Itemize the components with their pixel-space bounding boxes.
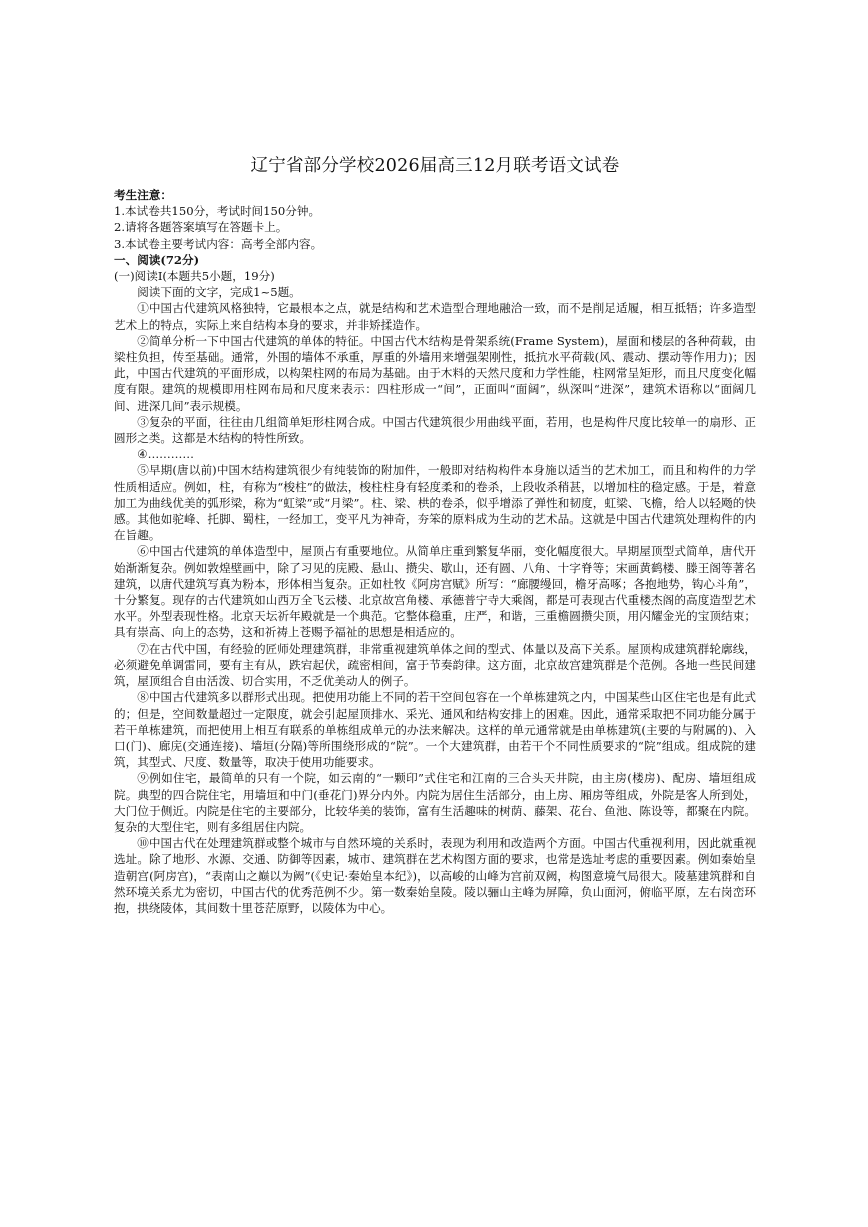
notice-item: 3.本试卷主要考试内容：高考全部内容。 <box>114 236 323 251</box>
notice-heading: 考生注意： <box>114 188 172 202</box>
paragraph-2: ②简单分析一下中国古代建筑的单体的特征。中国古代木结构是骨架系统(Frame System)，屋面和楼层的各种荷载，由梁柱负担，传至基础。通常，外围的墙体不承重，厚重的外墙用来增强架刚性，抵抗水平荷载(风、震动、摆动等作用力)；因此，中国古代建筑的平面形成，以构架柱网的布局为基础。由于木料的天然尺度和力学性能，柱网常呈矩形，而且尺度变化幅度有限。建筑的规模即用柱网布局和尺度来表示：四柱形成一“间”，正面叫“面阔”，纵深叫“进深”，建筑术语称以“面阔几间、进深几间”表示规模。 <box>114 333 756 413</box>
paragraph-7: ⑦在古代中国，有经验的匠师处理建筑群，非常重视建筑单体之间的型式、体量以及高下关系。屋顶构成建筑群轮廓线，必须避免单调雷同，要有主有从，跌宕起伏，疏密相间，富于节奏韵律。这方面，北京故宫建筑群是个范例。各地一些民间建筑，屋顶组合自由活泼、切合实用，不乏优美动人的例子。 <box>114 641 756 689</box>
paragraph-3: ③复杂的平面，往往由几组简单矩形柱网合成。中国古代建筑很少用曲线平面，若用，也是构件尺度比较单一的扇形、正圆形之类。这都是木结构的特性所致。 <box>114 414 756 446</box>
paragraph-1: ①中国古代建筑风格独特，它最根本之点，就是结构和艺术造型合理地融洽一致，而不是削足适履，相互抵牾；许多造型艺术上的特点，实际上来自结构本身的要求，并非矫揉造作。 <box>114 301 756 332</box>
paragraph-5: ⑤早期(唐以前)中国木结构建筑很少有纯装饰的附加件，一般即对结构构件本身施以适当的艺术加工，而且和构件的力学性质相适应。例如，柱，有称为“梭柱”的做法，梭柱柱身有轻度柔和的卷杀，上段收杀稍甚，以增加柱的稳定感。于是，着意加工为曲线优美的弧形梁，称为“虹梁”或“月梁”。柱、梁、栱的卷杀，似乎增添了弹性和韧度，虹梁、飞檐，给人以轻飏的快感。其他如驼峰、托脚、蜀柱，一经加工，变平凡为神奇，夯笨的原料成为生动的艺术品。这就是中国古代建筑处理构件的内在旨趣。 <box>114 463 756 543</box>
paragraph-4: ④………… <box>137 447 194 462</box>
subsection-heading: (一)阅读Ⅰ(本题共5小题，19分) <box>114 269 275 284</box>
notice-block <box>114 187 756 252</box>
notice-item: 2.请将各题答案填写在答题卡上。 <box>114 220 288 235</box>
paragraph-6: ⑥中国古代建筑的单体造型中，屋顶占有重要地位。从简单庄重到繁复华丽，变化幅度很大。早期屋顶型式简单，唐代开始渐渐复杂。例如敦煌壁画中，除了习见的庑殿、悬山、攒尖、歇山，还有圆、八角、十字脊等；宋画黄鹤楼、滕王阁等著名建筑，以唐代建筑写真为粉本，形体相当复杂。正如杜牧《阿房宫赋》所写：“廊腰缦回，檐牙高啄；各抱地势，钩心斗角”，十分繁复。现存的古代建筑如山西万全飞云楼、北京故宫角楼、承德普宁寺大乘阁，都是可表现古代重楼杰阁的高度造型艺术水平。外型表现性格。北京天坛祈年殿就是一个典范。它整体稳重，庄严，和谐，三重檐圆攒尖顶，用闪耀金光的宝顶结束；具有崇高、向上的态势，这和祈祷上苍赐予福祉的思想是相适应的。 <box>114 544 756 640</box>
paragraph-8: ⑧中国古代建筑多以群形式出现。把使用功能上不同的若干空间包容在一个单栋建筑之内，中国某些山区住宅也是有此式的；但是，空间数量超过一定限度，就会引起屋顶排水、采光、通风和结构安排上的困难。因此，通常采取把不同功能分属于若干单栋建筑，而把使用上相互有联系的单栋组成单元的办法来解决。这样的单元通常就是由单栋建筑(主要的与附属的)、入口(门)、廊庑(交通连接)、墙垣(分隔)等所围绕形成的“院”。一个大建筑群，由若干个不同性质要求的“院”组成。组成院的建筑，其型式、尺度、数量等，取决于使用功能要求。 <box>114 690 756 770</box>
paragraph-10: ⑩中国古代在处理建筑群或整个城市与自然环境的关系时，表现为利用和改造两个方面。中国古代重视利用，因此就重视选址。除了地形、水源、交通、防御等因素，城市、建筑群在艺术构图方面的要求，也常是选址考虑的重要因素。例如秦始皇造朝宫(阿房宫)，“表南山之巅以为阙”(《史记·秦始皇本纪》)，以高峻的山峰为宫前双阙，构图意境气局很大。陵墓建筑群和自然环境关系尤为密切，中国古代的优秀范例不少。第一数秦始皇陵。陵以骊山主峰为屏障，负山面河，俯临平原，左右岗峦环抱，拱绕陵体，其间数十里苍茫原野，以陵体为中心。 <box>114 836 756 915</box>
paragraph-9: ⑨例如住宅，最简单的只有一个院，如云南的“一颗印”式住宅和江南的三合头天井院，由主房(楼房)、配房、墙垣组成院。典型的四合院住宅，用墙垣和中门(垂花门)界分内外。内院为居住生活部分，由上房、厢房等组成，外院是客人所到处，大门位于侧近。内院是住宅的主要部分，比较华美的装饰，富有生活趣味的树荫、藤架、花台、鱼池、陈设等，都聚在内院。复杂的大型住宅，则有多组居住内院。 <box>114 771 756 834</box>
exam-title: 辽宁省部分学校2026届高三12月联考语文试卷 <box>250 156 620 176</box>
reading-instruction: 阅读下面的文字，完成1~5题。 <box>137 285 301 300</box>
notice-item: 1.本试卷共150分，考试时间150分钟。 <box>114 204 321 219</box>
section-heading: 一、阅读(72分) <box>114 252 200 267</box>
